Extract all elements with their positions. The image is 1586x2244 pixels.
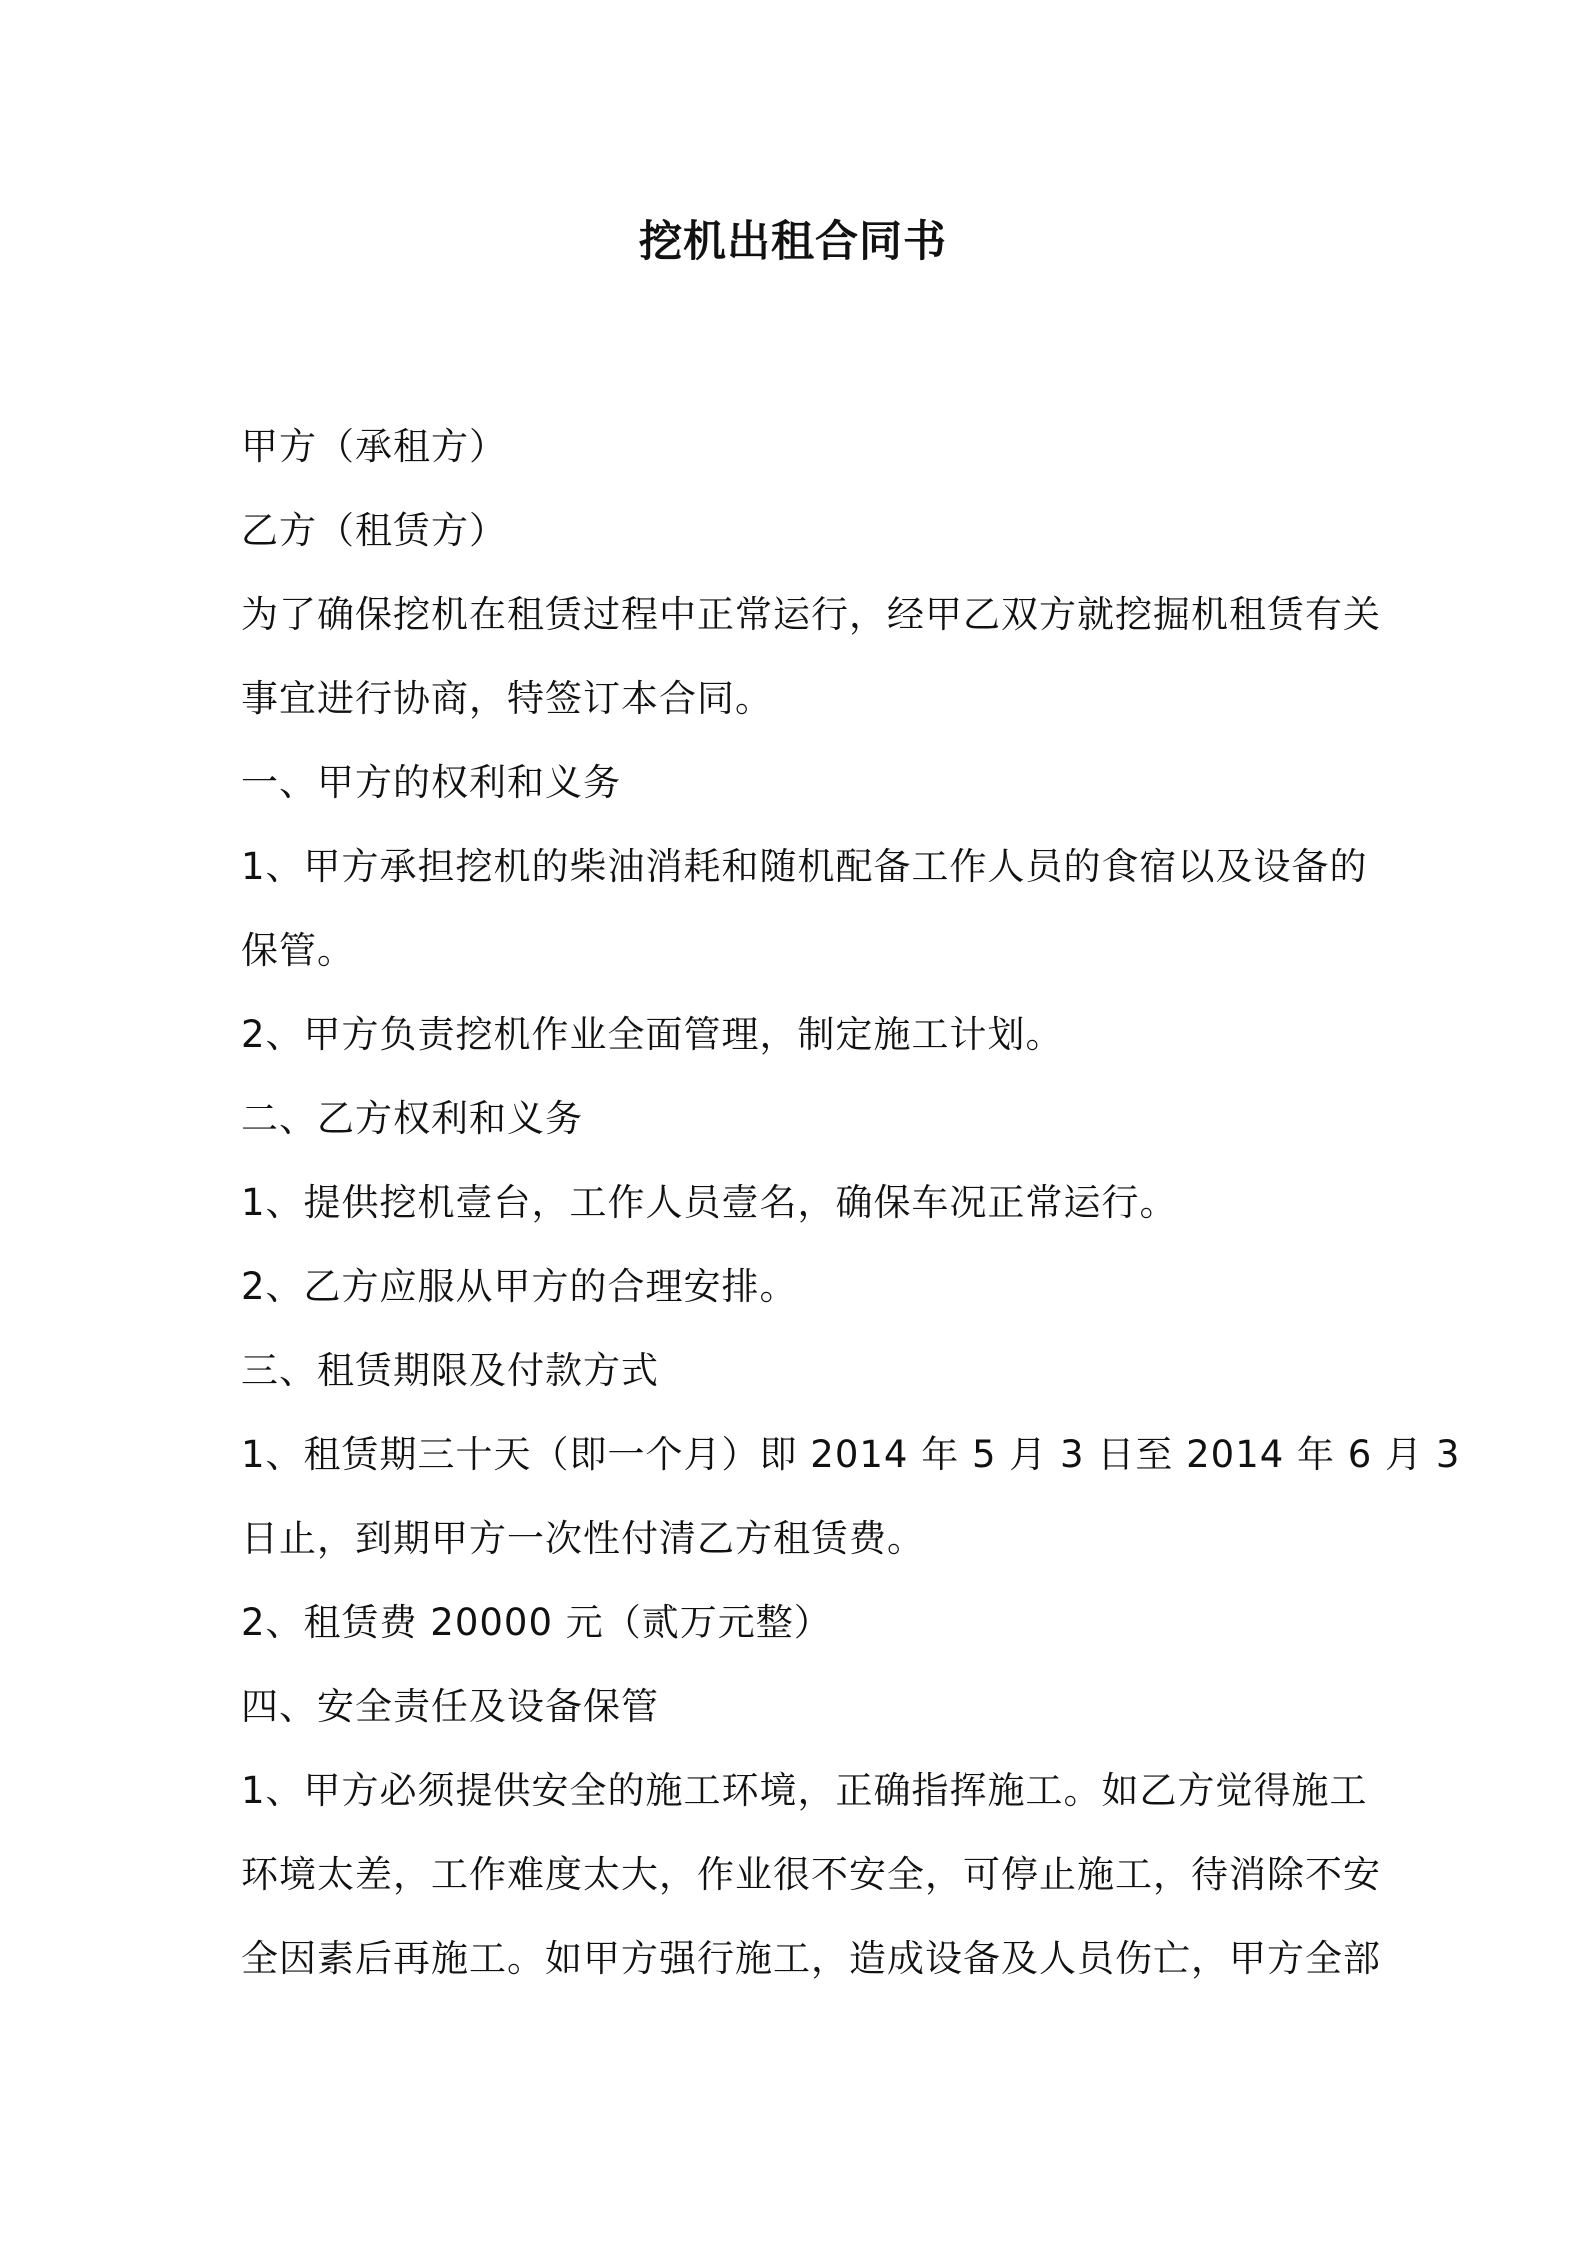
section-heading-3: 三、租赁期限及付款方式	[241, 1349, 659, 1392]
clause-3-1-line-2: 日止，到期甲方一次性付清乙方租赁费。	[241, 1517, 925, 1560]
document-body	[241, 405, 1461, 2001]
clause-3-1-line-1: 1、租赁期三十天（即一个月）即 2014 年 5 月 3 日至 2014 年 6 月 3	[241, 1433, 1461, 1476]
clause-4-1-line-3: 全因素后再施工。如甲方强行施工，造成设备及人员伤亡，甲方全部	[241, 1937, 1381, 1980]
section-heading-2: 二、乙方权利和义务	[241, 1097, 583, 1140]
clause-1-1-line-2: 保管。	[241, 929, 355, 972]
clause-3-2: 2、租赁费 20000 元（贰万元整）	[241, 1601, 832, 1644]
clause-1-2: 2、甲方负责挖机作业全面管理，制定施工计划。	[241, 1013, 1064, 1056]
party-b-line: 乙方（租赁方）	[241, 509, 507, 552]
section-heading-1: 一、甲方的权利和义务	[241, 761, 621, 804]
clause-2-1: 1、提供挖机壹台，工作人员壹名，确保车况正常运行。	[241, 1181, 1178, 1224]
clause-4-1-line-2: 环境太差，工作难度太大，作业很不安全，可停止施工，待消除不安	[241, 1853, 1381, 1896]
clause-4-1-line-1: 1、甲方必须提供安全的施工环境，正确指挥施工。如乙方觉得施工	[241, 1769, 1368, 1812]
clause-2-2: 2、乙方应服从甲方的合理安排。	[241, 1265, 798, 1308]
clause-1-1-line-1: 1、甲方承担挖机的柴油消耗和随机配备工作人员的食宿以及设备的	[241, 845, 1368, 888]
section-heading-4: 四、安全责任及设备保管	[241, 1685, 659, 1728]
preamble-line-1: 为了确保挖机在租赁过程中正常运行，经甲乙双方就挖掘机租赁有关	[241, 593, 1381, 636]
document-title: 挖机出租合同书	[639, 217, 947, 267]
party-a-line: 甲方（承租方）	[241, 425, 507, 468]
preamble-line-2: 事宜进行协商，特签订本合同。	[241, 677, 773, 720]
